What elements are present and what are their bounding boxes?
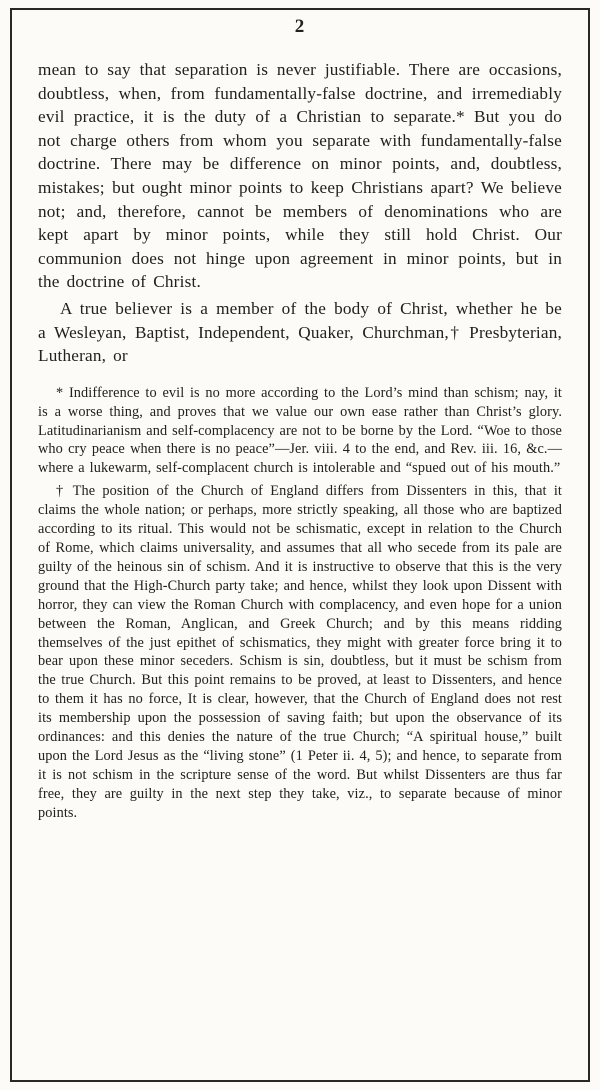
footnote-asterisk: * Indifference to evil is no more according to the Lord’s mind than schism; nay, it is a worse thing, and proves that we value our own ease rather than Christ’s glory. Latitudinarianism and self-complacency are not to be borne by the Lord. “Woe to those who cry peace when there is no peace”—Jer. viii. 4 to the end, and Rev. iii. 16, &c.—where a lukewarm, self-complacent church is intolerable and “spued out of his mouth.” xyxy=(38,384,562,477)
page-content xyxy=(38,14,562,1076)
paragraph-continued: mean to say that separation is never justifiable. There are occasions, doubtless, when, from fundamentally-false doctrine, and irremediably evil practice, it is the duty of a Christian to separate.* But you do not charge others from whom you separate with fundamentally-false doctrine. There may be difference on minor points, and, doubtless, mistakes; but ought minor points to keep Christians apart? We believe not; and, therefore, cannot be members of denominations who are kept apart by minor points, while they still hold Christ. Our communion does not hinge upon agreement in minor points, but in the doctrine of Christ. xyxy=(38,60,562,292)
footnotes-section xyxy=(38,384,562,823)
page-number: 2 xyxy=(294,16,306,37)
paragraph-true-believer: A true believer is a member of the body of Christ, whether he be a Wesleyan, Baptist, Independent, Quaker, Churchman,† Presbyterian, Lutheran, or xyxy=(38,298,562,366)
footnote-dagger: † The position of the Church of England differs from Dissenters in this, that it claims the whole nation; or perhaps, more strictly speaking, all those who are baptized according to its ritual. This would not be schismatic, except in relation to the Church of Rome, which claims universality, and assumes that all who secede from its pale are guilty of the heinous sin of schism. And it is instructive to observe that this is the very ground that the High-Church party take; and hence, whilst they look upon Dissent with horror, they can view the Roman Church with complacency, and even hope for a union between the Roman, Anglican, and Greek Church; and by this means ridding themselves of the just epithet of schismatics, they might with greater force bring it to bear upon these minor seceders. Schism is sin, doubtless, but it must be schism from the true Church. But this point remains to be proved, at least to Dissenters, and hence to them it has no force, It is clear, however, that the Church of England does not rest its membership upon the possession of saving faith; but upon the observance of its ordinances: and this denies the nature of the true Church; “A spiritual house,” built upon the Lord Jesus as the “living stone” (1 Peter ii. 4, 5); and hence, to separate from it is not schism in the scripture sense of the word. But whilst Dissenters are thus far free, they are guilty in the next step they take, viz., to separate because of minor points. xyxy=(38,483,562,821)
body-text xyxy=(38,58,562,368)
